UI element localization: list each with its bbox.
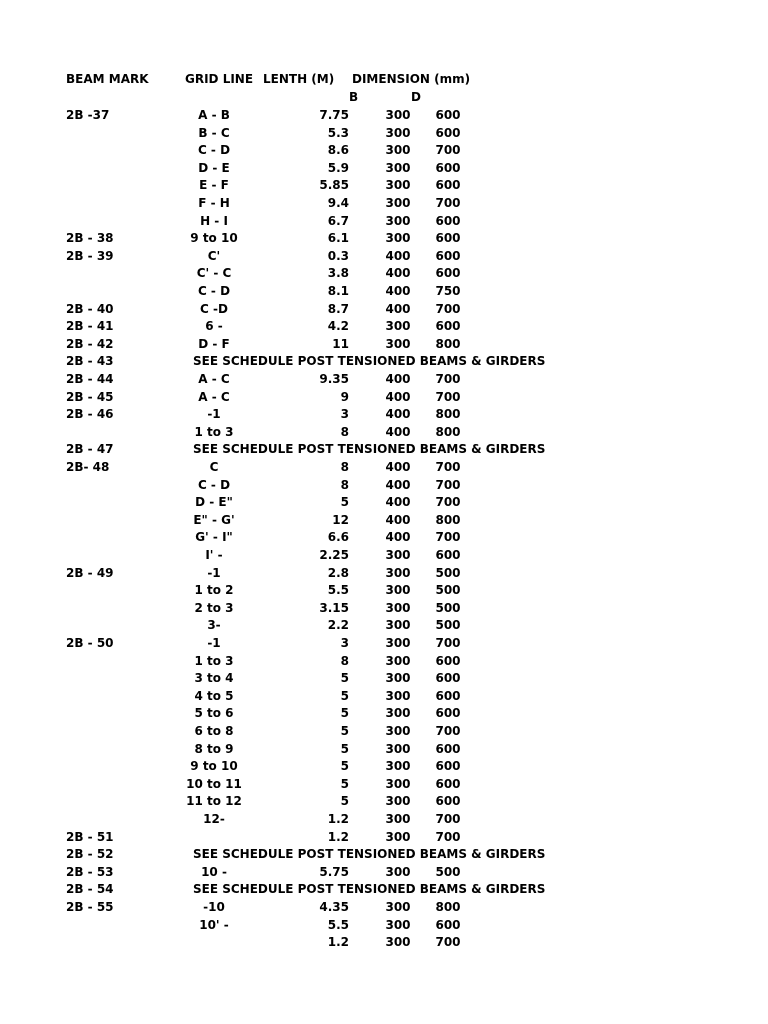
- table-row: [0, 107, 768, 125]
- b-dimension-cell: 300: [385, 231, 411, 246]
- d-header: D: [411, 90, 421, 104]
- grid-line-cell: 4 to 5: [194, 688, 234, 703]
- b-dimension-cell: 300: [385, 583, 411, 598]
- table-row: [0, 371, 768, 389]
- grid-line-cell: A - B: [198, 108, 230, 122]
- b-dimension-cell: 300: [385, 917, 411, 932]
- table-row: [0, 353, 768, 371]
- d-dimension-cell: 600: [435, 108, 461, 122]
- beam-mark-cell: 2B - 47: [66, 442, 114, 457]
- table-row: [0, 653, 768, 671]
- length-cell: 9.4: [327, 196, 349, 210]
- table-row: [0, 459, 768, 477]
- table-row: [0, 125, 768, 143]
- table-row: [0, 776, 768, 794]
- d-dimension-cell: 600: [435, 178, 461, 193]
- b-dimension-cell: 300: [385, 548, 411, 562]
- d-dimension-cell: 600: [435, 213, 461, 228]
- grid-line-header: GRID LINE: [185, 72, 254, 86]
- b-dimension-cell: 300: [385, 178, 411, 193]
- b-dimension-cell: 300: [385, 108, 411, 122]
- table-row: [0, 512, 768, 530]
- beam-mark-cell: 2B- 48: [66, 460, 110, 474]
- d-dimension-cell: 600: [435, 548, 461, 562]
- d-dimension-cell: 800: [435, 424, 461, 439]
- d-dimension-cell: 600: [435, 653, 461, 668]
- d-dimension-cell: 700: [435, 495, 461, 510]
- b-dimension-cell: 400: [385, 530, 411, 545]
- length-cell: 5.5: [327, 583, 349, 598]
- d-dimension-cell: 500: [435, 583, 461, 598]
- d-dimension-cell: 500: [435, 618, 461, 633]
- grid-line-cell: F - H: [198, 196, 230, 210]
- length-cell: 3.15: [319, 600, 349, 615]
- length-cell: 5: [340, 495, 349, 510]
- b-dimension-cell: 300: [385, 864, 411, 879]
- d-dimension-cell: 700: [435, 301, 461, 316]
- d-dimension-cell: 600: [435, 125, 461, 140]
- beam-mark-cell: 2B - 43: [66, 354, 114, 369]
- table-row: [0, 600, 768, 618]
- beam-mark-cell: 2B - 50: [66, 636, 114, 650]
- grid-line-cell: E - F: [199, 178, 229, 193]
- length-cell: 2.8: [327, 565, 349, 580]
- table-row: [0, 688, 768, 706]
- length-cell: 6.6: [327, 530, 349, 545]
- table-row: [0, 424, 768, 442]
- grid-line-cell: 1 to 3: [194, 653, 234, 668]
- table-row: [0, 142, 768, 160]
- table-row: [0, 670, 768, 688]
- d-dimension-cell: 800: [435, 336, 461, 351]
- table-row: [0, 723, 768, 741]
- d-dimension-cell: 600: [435, 160, 461, 175]
- length-cell: 11: [332, 336, 349, 351]
- d-dimension-cell: 700: [435, 477, 461, 492]
- table-row: [0, 617, 768, 635]
- d-dimension-cell: 800: [435, 407, 461, 422]
- grid-line-cell: 9 to 10: [190, 231, 238, 246]
- b-dimension-cell: 300: [385, 829, 411, 844]
- length-cell: 5: [340, 776, 349, 791]
- b-dimension-cell: 300: [385, 125, 411, 140]
- d-dimension-cell: 600: [435, 266, 461, 281]
- length-cell: 5.9: [327, 160, 349, 175]
- table-row: [0, 477, 768, 495]
- dimension-header: DIMENSION (mm): [352, 72, 471, 86]
- table-row: [0, 265, 768, 283]
- length-cell: 3.8: [327, 266, 349, 281]
- length-cell: 5: [340, 671, 349, 686]
- table-row: [0, 336, 768, 354]
- grid-line-cell: C: [209, 460, 219, 474]
- grid-line-cell: 12-: [203, 812, 225, 826]
- table-row: [0, 389, 768, 407]
- length-header: LENTH (M): [263, 72, 335, 86]
- b-dimension-cell: 400: [385, 301, 411, 316]
- grid-line-cell: 2 to 3: [194, 600, 234, 615]
- d-dimension-cell: 700: [435, 724, 461, 738]
- grid-line-cell: -1: [207, 636, 221, 650]
- schedule-note-cell: SEE SCHEDULE POST TENSIONED BEAMS & GIRDERS: [193, 442, 546, 457]
- b-dimension-cell: 300: [385, 935, 411, 950]
- d-dimension-cell: 600: [435, 319, 461, 334]
- table-row: [0, 829, 768, 847]
- length-cell: 2.2: [327, 618, 349, 633]
- b-dimension-cell: 400: [385, 284, 411, 298]
- grid-line-cell: H - I: [200, 213, 228, 228]
- table-row: [0, 406, 768, 424]
- b-dimension-cell: 300: [385, 741, 411, 756]
- length-cell: 7.75: [319, 108, 349, 122]
- grid-line-cell: 5 to 6: [194, 706, 234, 721]
- length-cell: 6.7: [327, 213, 349, 228]
- b-dimension-cell: 300: [385, 794, 411, 809]
- b-dimension-cell: 300: [385, 213, 411, 228]
- length-cell: 6.1: [327, 231, 349, 246]
- d-dimension-cell: 700: [435, 530, 461, 545]
- grid-line-cell: -10: [203, 900, 225, 914]
- beam-mark-cell: 2B - 54: [66, 882, 114, 897]
- length-cell: 3: [340, 407, 349, 422]
- b-dimension-cell: 300: [385, 671, 411, 686]
- b-dimension-cell: 400: [385, 460, 411, 474]
- table-row: [0, 160, 768, 178]
- length-cell: 3: [340, 636, 349, 650]
- table-row: [0, 846, 768, 864]
- grid-line-cell: A - C: [198, 389, 230, 404]
- grid-line-cell: 1 to 3: [194, 424, 234, 439]
- length-cell: 0.3: [327, 248, 349, 263]
- length-cell: 5.5: [327, 917, 349, 932]
- beam-mark-cell: 2B - 41: [66, 319, 114, 334]
- b-dimension-cell: 400: [385, 372, 411, 386]
- grid-line-cell: D - F: [198, 336, 230, 351]
- beam-mark-header: BEAM MARK: [66, 72, 149, 86]
- length-cell: 5: [340, 706, 349, 721]
- table-row: [0, 793, 768, 811]
- b-dimension-cell: 300: [385, 724, 411, 738]
- length-cell: 5.3: [327, 125, 349, 140]
- table-row: [0, 899, 768, 917]
- schedule-note-cell: SEE SCHEDULE POST TENSIONED BEAMS & GIRDERS: [193, 882, 546, 897]
- length-cell: 5: [340, 724, 349, 738]
- length-cell: 5: [340, 759, 349, 774]
- grid-line-cell: C - D: [197, 143, 231, 158]
- beam-mark-cell: 2B - 38: [66, 231, 114, 246]
- grid-line-cell: 11 to 12: [186, 794, 242, 809]
- table-row: [0, 441, 768, 459]
- b-dimension-cell: 400: [385, 266, 411, 281]
- b-dimension-cell: 300: [385, 160, 411, 175]
- length-cell: 8.7: [327, 301, 349, 316]
- schedule-note-cell: SEE SCHEDULE POST TENSIONED BEAMS & GIRDERS: [193, 847, 546, 862]
- length-cell: 4.35: [319, 900, 349, 914]
- table-row: [0, 177, 768, 195]
- length-cell: 4.2: [327, 319, 349, 334]
- b-dimension-cell: 400: [385, 407, 411, 422]
- grid-line-cell: D - E": [195, 495, 233, 510]
- b-dimension-cell: 300: [385, 196, 411, 210]
- d-dimension-cell: 800: [435, 512, 461, 527]
- table-row: [0, 934, 768, 952]
- table-row: [0, 635, 768, 653]
- length-cell: 1.2: [327, 829, 349, 844]
- d-dimension-cell: 600: [435, 248, 461, 263]
- d-dimension-cell: 500: [435, 600, 461, 615]
- table-row: [0, 494, 768, 512]
- length-cell: 5: [340, 741, 349, 756]
- b-dimension-cell: 300: [385, 653, 411, 668]
- length-cell: 8.6: [327, 143, 349, 158]
- length-cell: 2.25: [319, 548, 349, 562]
- grid-line-cell: 6 to 8: [194, 724, 234, 738]
- b-dimension-cell: 400: [385, 424, 411, 439]
- beam-mark-cell: 2B -37: [66, 108, 110, 122]
- b-dimension-cell: 400: [385, 248, 411, 263]
- beam-mark-cell: 2B - 42: [66, 336, 114, 351]
- d-dimension-cell: 600: [435, 688, 461, 703]
- length-cell: 8: [340, 477, 349, 492]
- b-dimension-cell: 300: [385, 812, 411, 826]
- grid-line-cell: 10' -: [199, 917, 229, 932]
- grid-line-cell: G' - I": [195, 530, 233, 545]
- table-row: [0, 565, 768, 583]
- b-dimension-cell: 300: [385, 706, 411, 721]
- grid-line-cell: C': [207, 248, 221, 263]
- length-cell: 9.35: [319, 372, 349, 386]
- b-header: B: [349, 90, 359, 104]
- d-dimension-cell: 600: [435, 671, 461, 686]
- length-cell: 9: [340, 389, 349, 404]
- length-cell: 8: [340, 424, 349, 439]
- beam-mark-cell: 2B - 40: [66, 301, 114, 316]
- beam-mark-cell: 2B - 49: [66, 565, 114, 580]
- grid-line-cell: I' -: [205, 548, 223, 562]
- d-dimension-cell: 750: [435, 284, 461, 298]
- table-row: [0, 301, 768, 319]
- table-row: [0, 213, 768, 231]
- length-cell: 5.85: [319, 178, 349, 193]
- table-row: [0, 230, 768, 248]
- table-row: [0, 582, 768, 600]
- table-row: [0, 195, 768, 213]
- grid-line-cell: B - C: [198, 125, 230, 140]
- grid-line-cell: C -D: [200, 301, 228, 316]
- table-row: [0, 248, 768, 266]
- d-dimension-cell: 500: [435, 565, 461, 580]
- b-dimension-cell: 400: [385, 495, 411, 510]
- d-dimension-cell: 600: [435, 231, 461, 246]
- b-dimension-cell: 400: [385, 389, 411, 404]
- schedule-note-cell: SEE SCHEDULE POST TENSIONED BEAMS & GIRDERS: [193, 354, 546, 369]
- beam-mark-cell: 2B - 45: [66, 389, 114, 404]
- grid-line-cell: C - D: [197, 477, 231, 492]
- b-dimension-cell: 400: [385, 512, 411, 527]
- table-row: [0, 864, 768, 882]
- d-dimension-cell: 600: [435, 706, 461, 721]
- beam-mark-cell: 2B - 44: [66, 372, 114, 386]
- b-dimension-cell: 300: [385, 636, 411, 650]
- grid-line-cell: 9 to 10: [190, 759, 238, 774]
- d-dimension-cell: 800: [435, 900, 461, 914]
- grid-line-cell: 10 to 11: [186, 776, 242, 791]
- b-dimension-cell: 300: [385, 688, 411, 703]
- b-dimension-cell: 300: [385, 776, 411, 791]
- b-dimension-cell: 300: [385, 759, 411, 774]
- b-dimension-cell: 300: [385, 319, 411, 334]
- d-dimension-cell: 700: [435, 935, 461, 950]
- table-row: [0, 881, 768, 899]
- d-dimension-cell: 700: [435, 812, 461, 826]
- beam-mark-cell: 2B - 46: [66, 407, 114, 422]
- table-row: [0, 318, 768, 336]
- grid-line-cell: 6 -: [205, 319, 223, 334]
- grid-line-cell: D - E: [198, 160, 230, 175]
- length-cell: 1.2: [327, 812, 349, 826]
- beam-mark-cell: 2B - 52: [66, 847, 114, 862]
- length-cell: 5: [340, 794, 349, 809]
- grid-line-cell: 10 -: [201, 864, 227, 879]
- grid-line-cell: C' - C: [196, 266, 232, 281]
- d-dimension-cell: 600: [435, 776, 461, 791]
- beam-mark-cell: 2B - 55: [66, 900, 114, 914]
- grid-line-cell: A - C: [198, 372, 230, 386]
- grid-line-cell: E" - G': [193, 512, 235, 527]
- d-dimension-cell: 700: [435, 196, 461, 210]
- d-dimension-cell: 700: [435, 389, 461, 404]
- table-row: [0, 529, 768, 547]
- b-dimension-cell: 300: [385, 143, 411, 158]
- b-dimension-cell: 300: [385, 900, 411, 914]
- grid-line-cell: C - D: [197, 284, 231, 298]
- grid-line-cell: 3 to 4: [194, 671, 234, 686]
- b-dimension-cell: 300: [385, 336, 411, 351]
- d-dimension-cell: 500: [435, 864, 461, 879]
- table-row: [0, 705, 768, 723]
- beam-mark-cell: 2B - 53: [66, 864, 114, 879]
- d-dimension-cell: 600: [435, 741, 461, 756]
- length-cell: 5: [340, 688, 349, 703]
- table-row: [0, 811, 768, 829]
- grid-line-cell: -1: [207, 565, 221, 580]
- grid-line-cell: 3-: [207, 618, 221, 633]
- b-dimension-cell: 300: [385, 565, 411, 580]
- d-dimension-cell: 600: [435, 759, 461, 774]
- beam-mark-cell: 2B - 39: [66, 248, 114, 263]
- d-dimension-cell: 700: [435, 143, 461, 158]
- grid-line-cell: 8 to 9: [194, 741, 234, 756]
- grid-line-cell: -1: [207, 407, 221, 422]
- length-cell: 8: [340, 653, 349, 668]
- b-dimension-cell: 400: [385, 477, 411, 492]
- d-dimension-cell: 600: [435, 794, 461, 809]
- d-dimension-cell: 600: [435, 917, 461, 932]
- length-cell: 8: [340, 460, 349, 474]
- d-dimension-cell: 700: [435, 636, 461, 650]
- beam-mark-cell: 2B - 51: [66, 829, 114, 844]
- table-row: [0, 283, 768, 301]
- d-dimension-cell: 700: [435, 829, 461, 844]
- length-cell: 8.1: [327, 284, 349, 298]
- length-cell: 1.2: [327, 935, 349, 950]
- length-cell: 12: [332, 512, 349, 527]
- table-row: [0, 917, 768, 935]
- d-dimension-cell: 700: [435, 460, 461, 474]
- length-cell: 5.75: [319, 864, 349, 879]
- d-dimension-cell: 700: [435, 372, 461, 386]
- b-dimension-cell: 300: [385, 618, 411, 633]
- table-row: [0, 758, 768, 776]
- table-row: [0, 741, 768, 759]
- b-dimension-cell: 300: [385, 600, 411, 615]
- grid-line-cell: 1 to 2: [194, 583, 234, 598]
- table-row: [0, 547, 768, 565]
